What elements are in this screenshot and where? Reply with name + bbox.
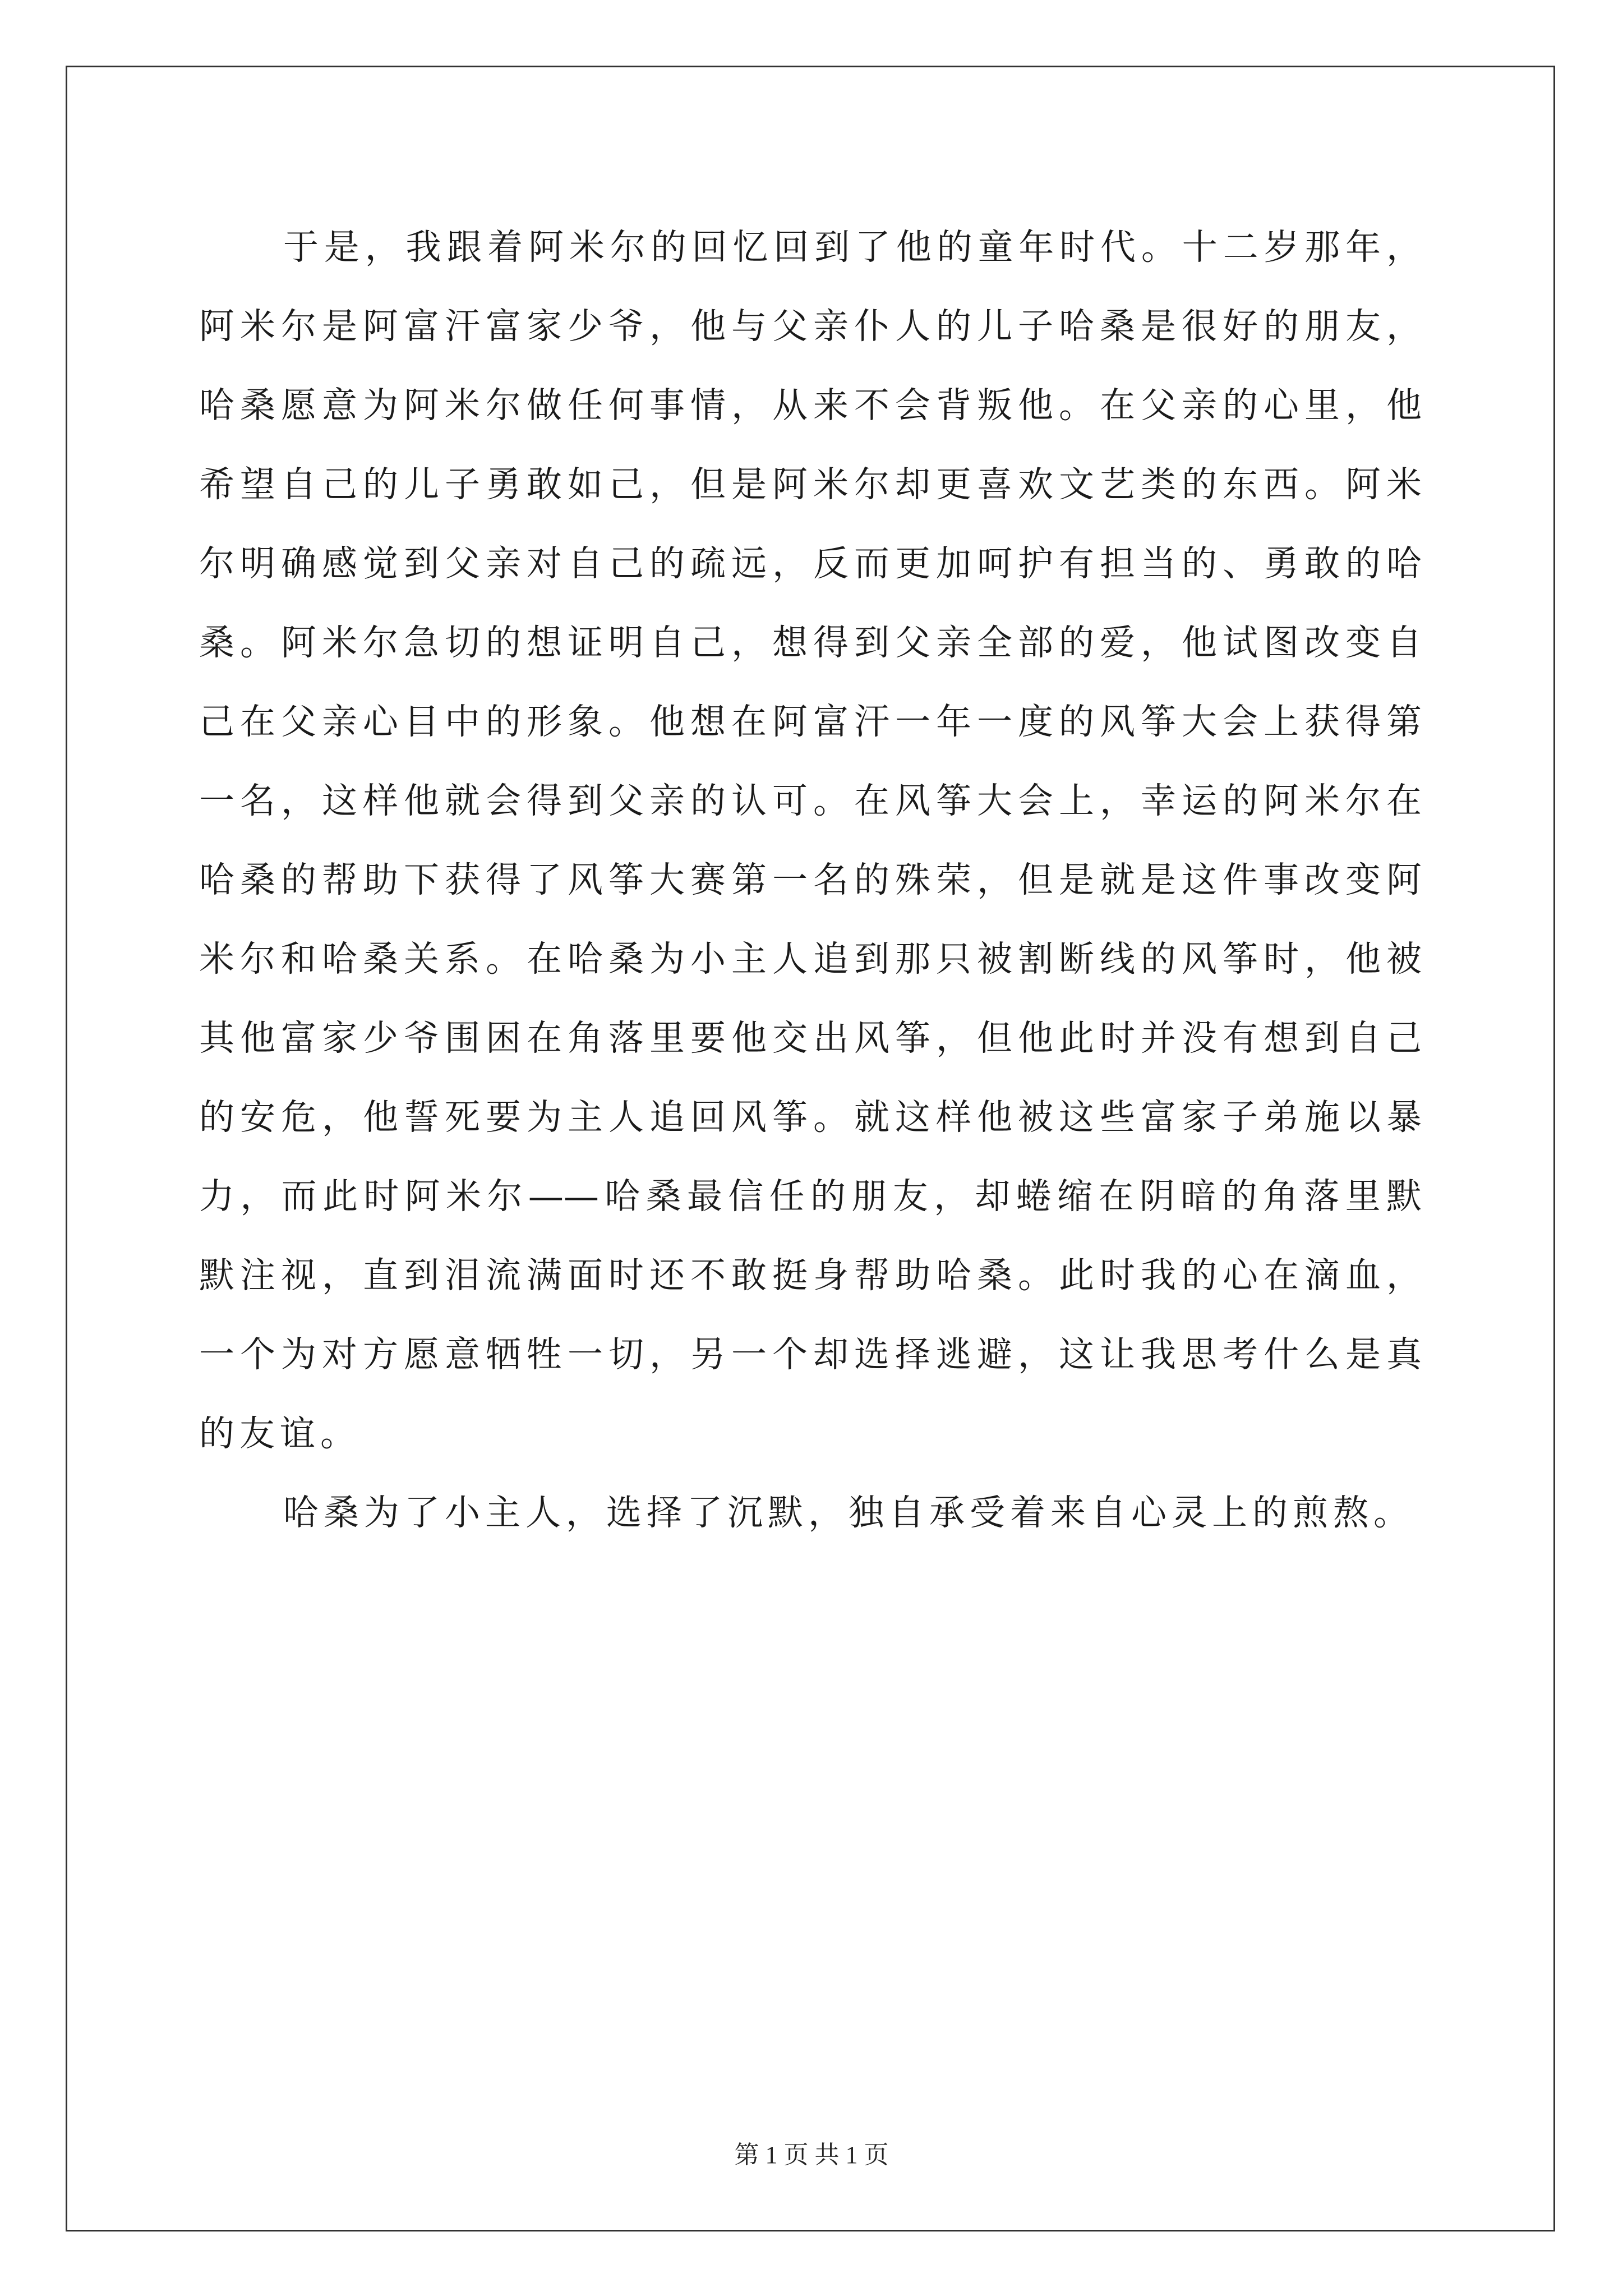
paragraph-line: 阿米尔是阿富汗富家少爷，他与父亲仆人的儿子哈桑是很好的朋友， <box>199 306 1422 347</box>
paragraph-line: 希望自己的儿子勇敢如己，但是阿米尔却更喜欢文艺类的东西。阿米 <box>199 464 1422 505</box>
paragraph-2 <box>199 1473 1422 1552</box>
paragraph-line: 一名，这样他就会得到父亲的认可。在风筝大会上，幸运的阿米尔在 <box>199 780 1422 821</box>
page-number-footer: 第 1 页 共 1 页 <box>734 2141 889 2169</box>
paragraph-line: 其他富家少爷围困在角落里要他交出风筝，但他此时并没有想到自己 <box>199 1018 1422 1059</box>
paragraph-line: 哈桑愿意为阿米尔做任何事情，从来不会背叛他。在父亲的心里，他 <box>199 385 1422 426</box>
document-body <box>199 208 1422 1552</box>
paragraph-line: 的安危，他誓死要为主人追回风筝。就这样他被这些富家子弟施以暴 <box>199 1097 1422 1138</box>
paragraph-line: 哈桑为了小主人，选择了沉默，独自承受着来自心灵上的煎熬。 <box>283 1492 1414 1533</box>
paragraph-line: 米尔和哈桑关系。在哈桑为小主人追到那只被割断线的风筝时，他被 <box>199 938 1422 979</box>
paragraph-line: 默注视，直到泪流满面时还不敢挺身帮助哈桑。此时我的心在滴血， <box>199 1255 1422 1296</box>
paragraph-line: 的友谊。 <box>199 1413 361 1454</box>
paragraph-line: 哈桑的帮助下获得了风筝大赛第一名的殊荣，但是就是这件事改变阿 <box>199 859 1422 900</box>
paragraph-line: 尔明确感觉到父亲对自己的疏远，反而更加呵护有担当的、勇敢的哈 <box>199 543 1422 584</box>
paragraph-line: 己在父亲心目中的形象。他想在阿富汗一年一度的风筝大会上获得第 <box>199 701 1422 742</box>
paragraph-line: 于是，我跟着阿米尔的回忆回到了他的童年时代。十二岁那年， <box>283 227 1422 268</box>
paragraph-line: 力，而此时阿米尔——哈桑最信任的朋友，却蜷缩在阴暗的角落里默 <box>199 1176 1422 1217</box>
paragraph-1 <box>199 208 1422 1473</box>
paragraph-line: 桑。阿米尔急切的想证明自己，想得到父亲全部的爱，他试图改变自 <box>199 622 1422 663</box>
paragraph-line: 一个为对方愿意牺牲一切，另一个却选择逃避，这让我思考什么是真 <box>199 1334 1422 1375</box>
